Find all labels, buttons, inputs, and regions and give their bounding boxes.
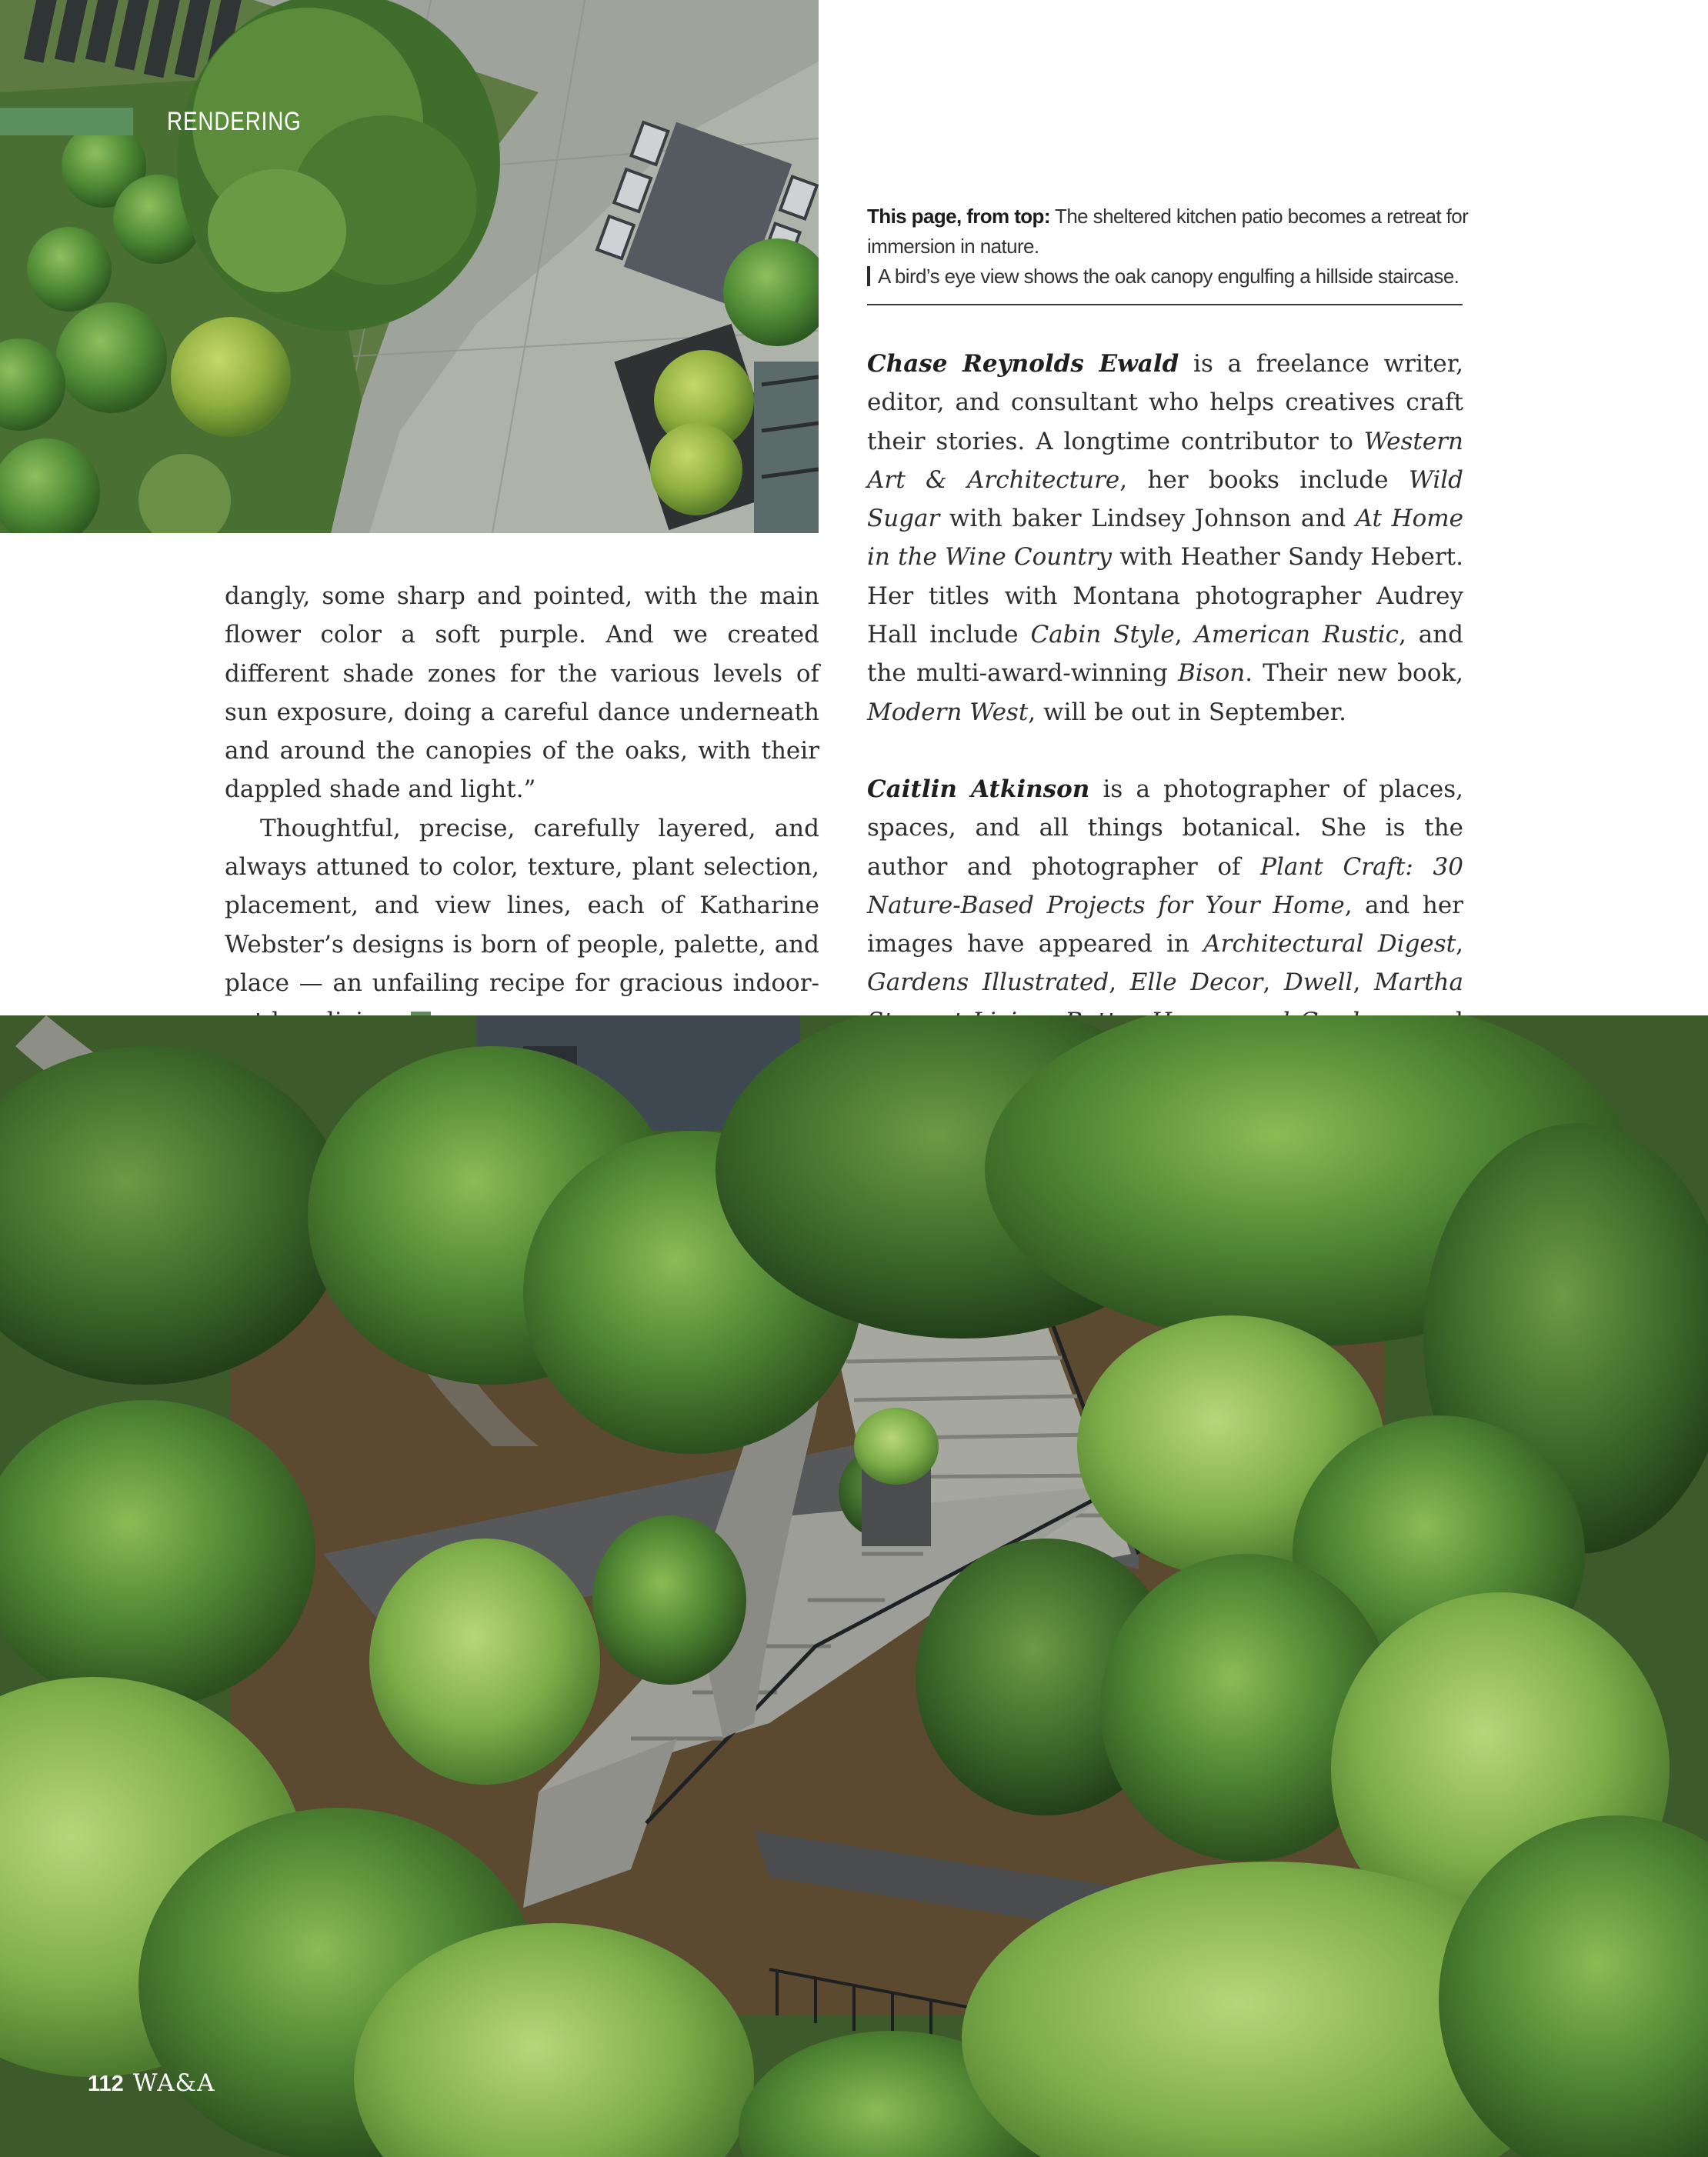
- caption-text-1: The sheltered kitchen patio becomes a retreat for immersion in nature.: [867, 205, 1469, 258]
- photographer-bio-text: , and her images have appeared in: [867, 891, 1463, 958]
- writer-name: Chase Reynolds Ewald: [867, 350, 1179, 378]
- writer-bio-title: Modern West: [867, 698, 1029, 726]
- writer-bio-text: . Their new book,: [1245, 659, 1464, 688]
- photographer-bio-text: ,: [1109, 968, 1130, 997]
- writer-bio-text: , and the multi-award-winning: [867, 621, 1464, 688]
- article-paragraph-2: [225, 809, 819, 1042]
- bio-spacer: [867, 732, 1463, 770]
- photographer-bio-text: ,: [1353, 968, 1375, 997]
- section-tag: [0, 108, 331, 135]
- writer-bio-text: ,: [1174, 621, 1195, 649]
- caption-lead: This page, from top:: [867, 205, 1050, 228]
- photographer-bio-title: Gardens Illustrated: [867, 968, 1109, 997]
- writer-bio-title: At Home in the Wine Country: [867, 505, 1464, 572]
- page-footer: [88, 2069, 215, 2097]
- photo-caption: [867, 202, 1544, 292]
- staircase-aerial-illustration: [0, 1015, 1708, 2157]
- article-paragraph-2-text: Thoughtful, precise, carefully layered, and always attuned to color, texture, plant selection, placement, and view lines, each of Katharine Webster’s designs is born of people, palette, and place — an unfailing recipe for gracious indoor-: [225, 814, 819, 997]
- writer-bio-text: with Heather Sandy Hebert. Her titles with Montana photographer Audrey Hall include: [867, 543, 1463, 649]
- caption-separator: [867, 266, 870, 286]
- photographer-bio-text: ,: [1263, 968, 1284, 997]
- section-label: RENDERING: [167, 106, 302, 136]
- writer-bio-title: Wild Sugar: [867, 465, 1463, 533]
- patio-photo: [0, 0, 819, 533]
- photographer-bio-title: Architectural Digest: [1203, 930, 1456, 958]
- caption-rule: [867, 304, 1463, 305]
- photographer-name: Caitlin Atkinson: [867, 775, 1090, 803]
- article-paragraph-1: dangly, some sharp and pointed, with the main flower color a soft purple. And we created different shade zones for the various levels of sun exposure, doing a careful dance underneath and around the canopies of the oaks, with their dappled shade and light.”: [225, 582, 819, 804]
- staircase-photo: [0, 1015, 1708, 2157]
- magazine-logo: WA&A: [132, 2069, 215, 2097]
- photographer-bio-title: Martha: [1374, 968, 1463, 997]
- writer-bio-text: is a freelance writer, editor, and consultant who helps creatives craft their stories. A longtime contributor to: [867, 350, 1463, 455]
- page-number: 112: [88, 2072, 124, 2096]
- photographer-bio-text: is a photographer of places, spaces, and all things botanical. She is the author and photographer of: [867, 775, 1464, 881]
- patio-aerial-illustration: [0, 0, 819, 533]
- writer-bio-title: Bison: [1178, 659, 1246, 688]
- caption-line-1: [867, 202, 1544, 262]
- photographer-bio-title: Elle Decor: [1129, 968, 1263, 997]
- caption-text-2: A bird’s eye view shows the oak canopy engulfing a hillside staircase.: [878, 265, 1459, 288]
- photographer-bio-title: Dwell: [1283, 968, 1353, 997]
- writer-bio-title: Cabin Style: [1030, 621, 1175, 649]
- photographer-bio-text: ,: [1456, 930, 1463, 958]
- writer-bio-title: American Rustic: [1194, 621, 1399, 649]
- contributor-bios: [867, 345, 1463, 1079]
- writer-bio: [867, 345, 1463, 732]
- writer-bio-text: with baker Lindsey Johnson and: [939, 505, 1356, 533]
- section-accent-bar: [0, 108, 133, 135]
- writer-bio-text: , will be out in September.: [1028, 698, 1346, 726]
- writer-bio-text: , her books include: [1119, 465, 1409, 494]
- caption-line-2: [867, 262, 1544, 292]
- writer-bio-title: Western Art & Architecture: [867, 427, 1463, 494]
- photographer-bio-title: Plant Craft: 30 Nature-Based Projects for Your Home: [867, 852, 1463, 919]
- article-column: [225, 577, 819, 1042]
